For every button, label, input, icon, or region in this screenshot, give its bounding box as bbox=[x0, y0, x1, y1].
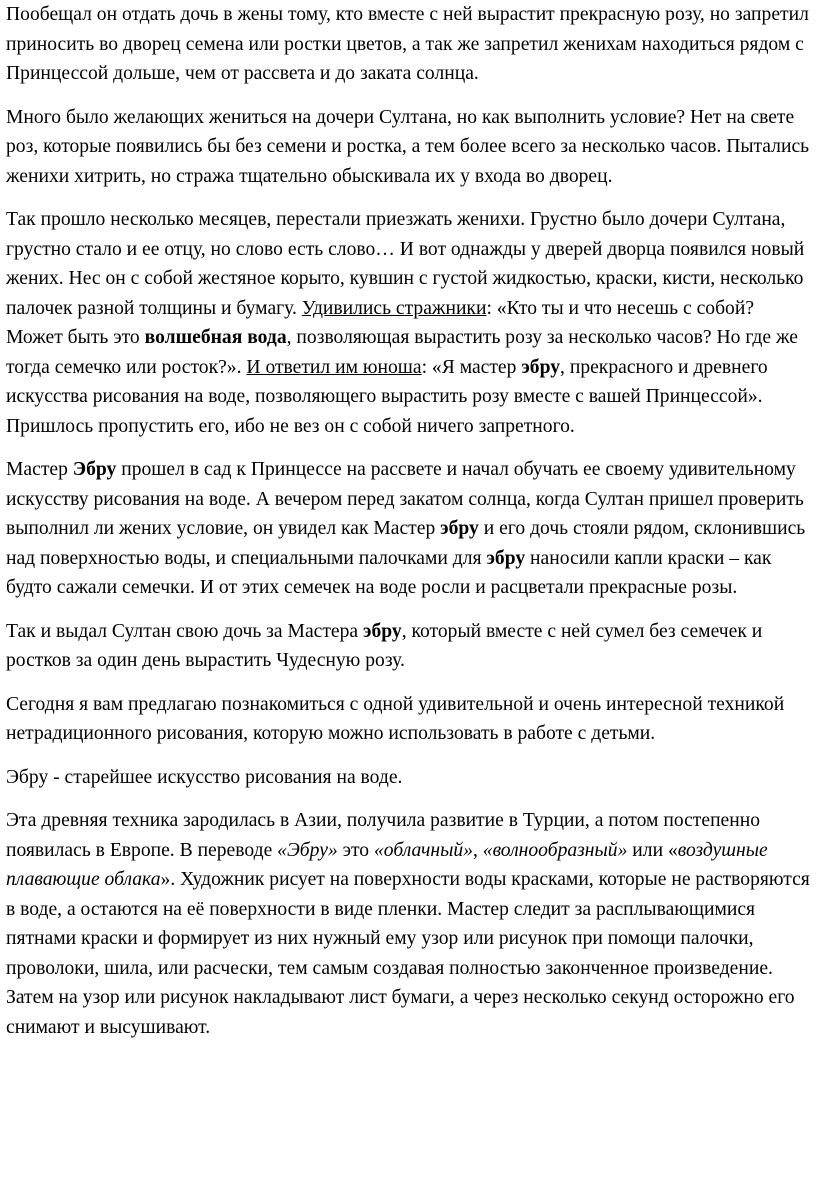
italic-term: «облачный» bbox=[374, 839, 473, 861]
text: прошел в сад к Принцессе на рассвете и начал обучать ее своему удивительному искусству рисования на воде. А вечером перед закатом солнца, когда Султан пришел проверить выполнил ли жених условие, он увидел как Мастер bbox=[6, 459, 804, 539]
text: и его дочь стояли рядом, склонившись над поверхностью воды, и специальными палочками для bbox=[6, 518, 806, 569]
paragraph-8 bbox=[6, 806, 812, 1042]
text: или « bbox=[627, 839, 678, 861]
bold-term: эбру bbox=[521, 356, 561, 378]
bold-term: волшебная вода bbox=[144, 327, 287, 348]
bold-term: эбру bbox=[440, 518, 479, 539]
text: ». Художник рисует на поверхности воды красками, которые не растворяются в воде, а остаются на её поверхности в виде пленки. Мастер следит за расплывающимися пятнами краски и формирует из них нужный ему узор или рисунок при помощи палочки, проволоки, шила, или расчески, тем самым создавая полностью законченное произведение. Затем на узор или рисунок накладывают лист бумаги, а через несколько секунд осторожно его снимают и высушивают. bbox=[6, 869, 810, 1038]
text: Так прошло несколько месяцев, перестали приезжать женихи. Грустно было дочери Султана, грустно стало и ее отцу, но слово есть слово… И вот однажды у дверей дворца появился новый жених. Нес он с собой жестяное корыто, кувшин с густой жидкостью, краски, кисти, несколько палочек разной толщины и бумагу. bbox=[6, 209, 805, 319]
text: , который вместе с ней сумел без семечек и ростков за один день вырастить Чудесную розу. bbox=[6, 620, 763, 671]
italic-term: «Эбру» bbox=[277, 839, 338, 861]
paragraph-1: Пообещал он отдать дочь в жены тому, кто вместе с ней вырастит прекрасную розу, но запретил приносить во дворец семена или ростки цветов, а так же запретил женихам находиться рядом с Принцессой дольше, чем от рассвета и до заката солнца. bbox=[6, 4, 809, 84]
text: : «Я мастер bbox=[421, 356, 522, 378]
bold-term: эбру bbox=[362, 620, 402, 642]
paragraph-4 bbox=[6, 455, 812, 603]
text: Так и выдал Султан свою дочь за Мастера bbox=[6, 620, 363, 642]
text: , позволяющая вырастить розу за несколько часов? Но где же тогда семечко или росток?». bbox=[6, 327, 798, 378]
text: , bbox=[472, 839, 483, 861]
paragraph-6: Сегодня я вам предлагаю познакомиться с одной удивительной и очень интересной техникой нетрадиционного рисования, которую можно использовать в работе с детьми. bbox=[6, 693, 785, 744]
bold-term: эбру bbox=[486, 547, 526, 569]
text: : «Кто ты и что несешь с собой? Может быть это bbox=[6, 297, 755, 348]
text: это bbox=[337, 839, 374, 861]
text: Мастер bbox=[6, 459, 73, 480]
underlined-phrase: Удивились стражники bbox=[301, 297, 487, 319]
text: , прекрасного и древнего искусства рисования на воде, позволяющего вырастить розу вместе с вашей Принцессой». Пришлось пропустить его, ибо не вез он с собой ничего запретного. bbox=[6, 356, 768, 437]
paragraph-2: Много было желающих жениться на дочери Султана, но как выполнить условие? Нет на свете роз, которые появились бы без семени и ростка, а тем более всего за несколько часов. Пытались женихи хитрить, но стража тщательно обыскивала их у входа во дворец. bbox=[6, 106, 810, 187]
italic-term: «волнообразный» bbox=[482, 839, 628, 861]
paragraph-3 bbox=[6, 205, 812, 441]
text: наносили капли краски – как будто сажали семечки. И от этих семечек на воде росли и расцветали прекрасные розы. bbox=[6, 547, 772, 598]
text: Эта древняя техника зародилась в Азии, получила развитие в Турции, а потом постепенно появилась в Европе. В переводе bbox=[6, 810, 761, 861]
italic-term: воздушные плавающие облака bbox=[6, 839, 768, 890]
bold-term: Эбру bbox=[72, 459, 117, 480]
underlined-phrase: И ответил им юноша bbox=[246, 356, 422, 378]
paragraph-7: Эбру - старейшее искусство рисования на воде. bbox=[6, 766, 403, 788]
paragraph-5 bbox=[6, 617, 812, 676]
